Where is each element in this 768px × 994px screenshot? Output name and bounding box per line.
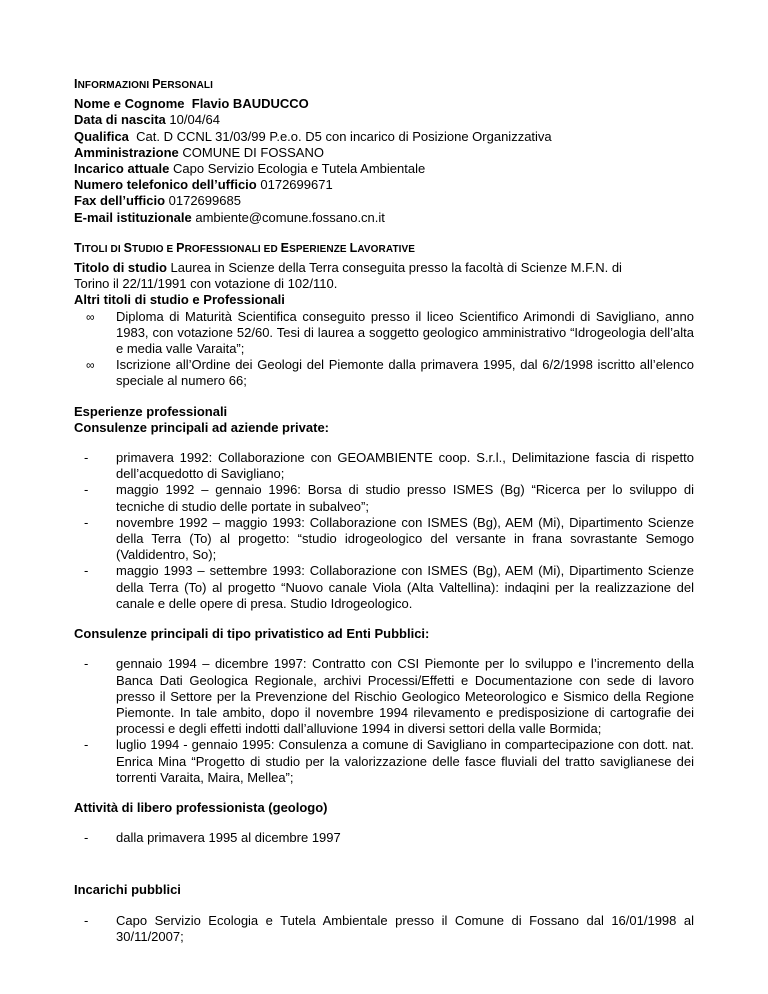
list-item: - maggio 1993 – settembre 1993: Collaborazione con ISMES (Bg), AEM (Mi), Dipartimento Scienze della Terra (To) al progetto “Nuovo canale Viola (Alta Valtellina): indaqini per la realizzazione del canale e delle opere di presa. Studio Idrogeologico.	[84, 563, 694, 611]
fax-row: Fax dell’ufficio 0172699685	[74, 193, 241, 209]
bullet-icon: ∞	[86, 358, 95, 373]
degree-row: Titolo di studio Laurea in Scienze della Terra conseguita presso la facoltà di Scienze M.F.N. di	[74, 260, 622, 276]
qualification-row: Qualifica Cat. D CCNL 31/03/99 P.e.o. D5 con incarico di Posizione Organizzativa	[74, 128, 552, 144]
email-row: E-mail istituzionale ambiente@comune.fossano.cn.it	[74, 209, 385, 225]
private-consulting-heading: Consulenze principali ad aziende private:	[74, 419, 330, 435]
list-item: - dalla primavera 1995 al dicembre 1997	[84, 830, 341, 846]
bullet-icon: ∞	[86, 309, 95, 324]
public-consulting-list	[74, 656, 694, 786]
private-consulting-list	[74, 450, 694, 612]
name-value: Flavio BAUDUCCO	[191, 96, 309, 112]
administration-row: Amministrazione COMUNE DI FOSSANO	[74, 144, 324, 160]
freelance-list	[74, 830, 694, 846]
dash-icon: -	[84, 737, 89, 753]
list-item: ∞ Iscrizione all’Ordine dei Geologi del Piemonte dalla primavera 1995, dal 6/2/1998 iscritto all’elenco speciale al numero 66;	[86, 357, 694, 389]
dash-icon: -	[84, 912, 89, 928]
freelance-heading: Attività di libero professionista (geologo)	[74, 799, 328, 815]
dash-icon: -	[84, 514, 89, 530]
studies-heading: TITOLI DI STUDIO E PROFESSIONALI ED ESPERIENZE LAVORATIVE	[74, 240, 416, 255]
list-item: - luglio 1994 - gennaio 1995: Consulenza a comune di Savigliano in compartecipazione con dott. nat. Enrica Mina “Progetto di studio per la valorizzazione delle fasce fluviali del tratto saviglianese dei torrenti Varaita, Maira, Mellea”;	[84, 737, 694, 785]
birth-row: Data di nascita 10/04/64	[74, 112, 220, 128]
degree-row-cont: Torino il 22/11/1991 con votazione di 102/110.	[74, 276, 338, 292]
dash-icon: -	[84, 450, 89, 466]
cv-page	[74, 76, 694, 945]
public-consulting-heading: Consulenze principali di tipo privatistico ad Enti Pubblici:	[74, 626, 430, 642]
phone-row: Numero telefonico dell’ufficio 0172699671	[74, 177, 333, 193]
list-item: - gennaio 1994 – dicembre 1997: Contratto con CSI Piemonte per lo sviluppo e l’incremento della Banca Dati Geologica Regionale, archivi Processi/Effetti e Documentazione con sede di lavoro presso il Settore per la Prevenzione del Rischio Geologico Meteorologico e Sismico della Regione Piemonte. In tale ambito, dopo il novembre 1994 rilevamento e predisposizione di cartografie dei processi e degli effetti indotti dall’alluvione 1994 in diversi settori della valle Bormida;	[84, 656, 694, 737]
name-row: Nome e Cognome Flavio BAUDUCCO	[74, 96, 309, 112]
other-titles-list	[74, 309, 694, 390]
public-posts-list	[74, 913, 694, 945]
other-titles-heading: Altri titoli di studio e Professionali	[74, 292, 285, 308]
dash-icon: -	[84, 563, 89, 579]
list-item: - novembre 1992 – maggio 1993: Collaborazione con ISMES (Bg), AEM (Mi), Dipartimento Scienze della Terra (To) al progetto: “studio idrogeologico del versante in frana sovrastante Semogo (Valdidentro, So);	[84, 514, 694, 563]
experience-heading: Esperienze professionali	[74, 403, 228, 419]
list-item: - Capo Servizio Ecologia e Tutela Ambientale presso il Comune di Fossano dal 16/01/1998 al 30/11/2007;	[84, 912, 694, 944]
dash-icon: -	[84, 656, 89, 672]
dash-icon: -	[84, 482, 89, 498]
personal-info-heading: INFORMAZIONI PERSONALI	[74, 77, 214, 91]
list-item: - maggio 1992 – gennaio 1996: Borsa di studio presso ISMES (Bg) “Ricerca per lo sviluppo di tecniche di studio delle portate in subalveo”;	[84, 482, 694, 514]
public-posts-heading: Incarichi pubblici	[74, 882, 181, 898]
list-item: - primavera 1992: Collaborazione con GEOAMBIENTE coop. S.r.l., Delimitazione fascia di rispetto dell’acquedotto di Savigliano;	[84, 450, 694, 482]
list-item: ∞ Diploma di Maturità Scientifica conseguito presso il liceo Scientifico Arimondi di Savigliano, anno 1983, con votazione 52/60. Tesi di laurea a soggetto geologico amministrativo “Idrogeologia dell’alta e media valle Varaita”;	[86, 308, 694, 357]
dash-icon: -	[84, 830, 89, 846]
current-role-row: Incarico attuale Capo Servizio Ecologia e Tutela Ambientale	[74, 161, 426, 177]
